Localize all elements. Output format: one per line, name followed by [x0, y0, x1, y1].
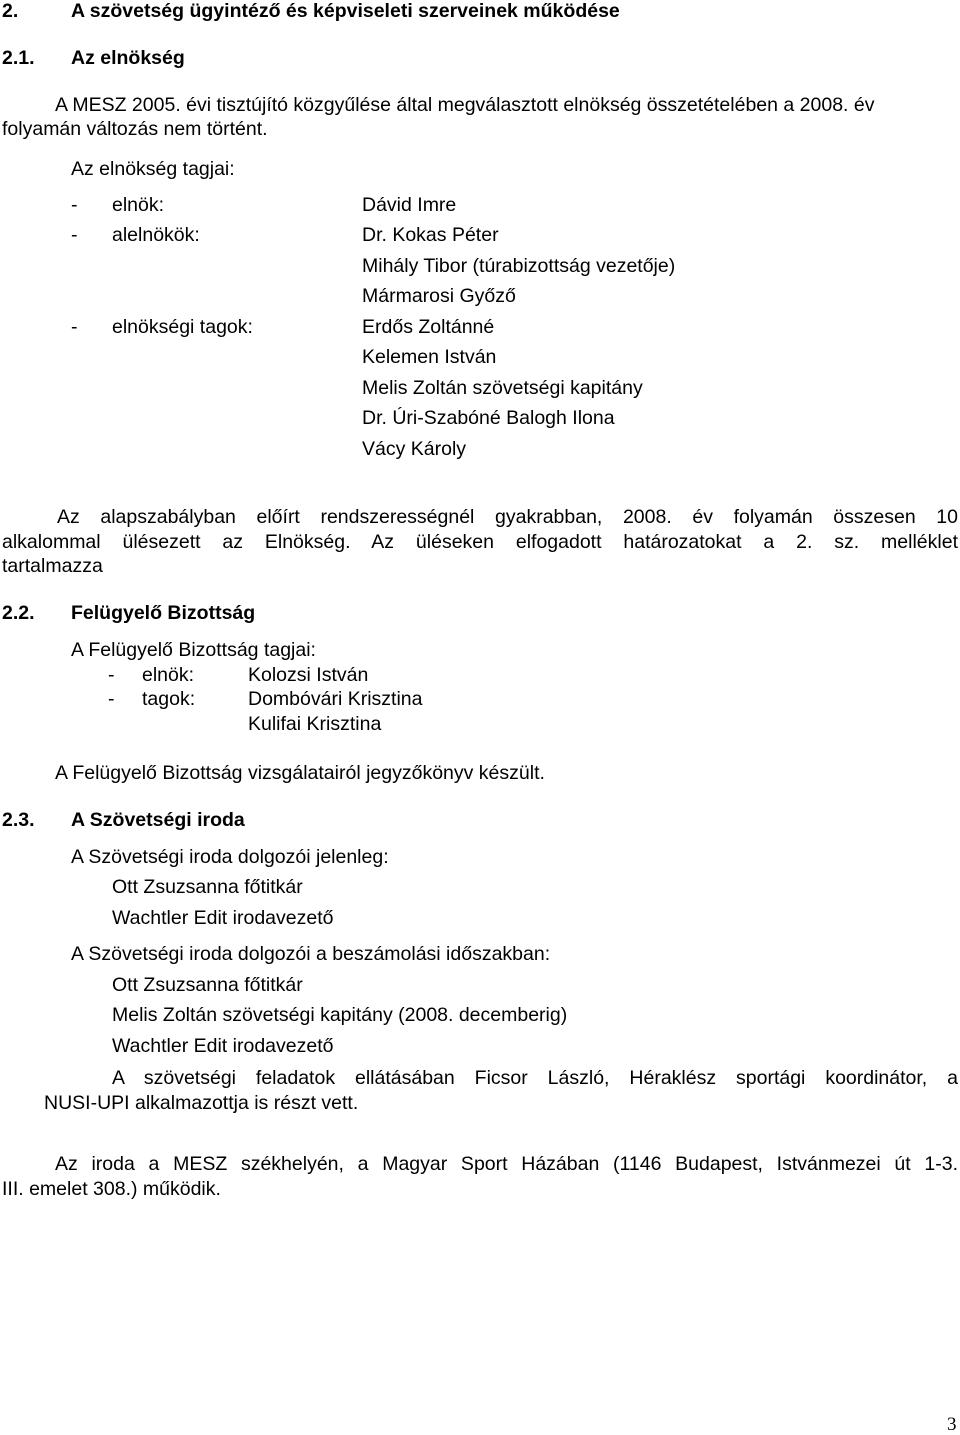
member-name: Dávid Imre [362, 194, 457, 216]
subsection-title: A Szövetségi iroda [71, 809, 245, 831]
note-line: A Felügyelő Bizottság vizsgálatairól jegyzőkönyv készült. [55, 762, 545, 784]
section-title: A szövetség ügyintéző és képviseleti szerveinek működése [71, 0, 620, 22]
subsection-title: Felügyelő Bizottság [71, 602, 256, 624]
member-name: Erdős Zoltánné [362, 316, 495, 338]
paragraph-line: A szövetségi feladatok ellátásában Ficsor László, Héraklész sportági koordinátor, a [112, 1067, 958, 1089]
role-dash: - [71, 194, 78, 216]
paragraph-line: Az iroda a MESZ székhelyén, a Magyar Sport Házában (1146 Budapest, Istvánmezei út 1-3. [55, 1153, 958, 1175]
section-number: 2. [2, 0, 19, 22]
member-name: Kelemen István [362, 346, 497, 368]
role-dash: - [108, 688, 115, 710]
page-number: 3 [947, 1414, 957, 1435]
subsection-number: 2.3. [2, 809, 35, 831]
member-name: Mihály Tibor (túrabizottság vezetője) [362, 255, 676, 277]
member-name: Melis Zoltán szövetségi kapitány [362, 377, 643, 399]
staff-item: Wachtler Edit irodavezető [112, 1035, 334, 1057]
member-name: Dr. Kokas Péter [362, 224, 499, 246]
subsection-number: 2.2. [2, 602, 35, 624]
role-label: elnökségi tagok: [112, 316, 253, 338]
role-dash: - [71, 224, 78, 246]
staff-item: Wachtler Edit irodavezető [112, 907, 334, 929]
paragraph-line: tartalmazza [2, 555, 103, 577]
paragraph-line: Az alapszabályban előírt rendszerességnél gyakrabban, 2008. év folyamán összesen 10 [57, 506, 958, 528]
member-name: Kolozsi István [248, 664, 369, 686]
member-name: Mármarosi Győző [362, 285, 516, 307]
paragraph-line: alkalommal ülésezett az Elnökség. Az üléseken elfogadott határozatokat a 2. sz. melléklet [2, 531, 958, 553]
role-dash: - [108, 664, 115, 686]
member-name: Kulifai Krisztina [248, 713, 382, 735]
staff-heading: A Szövetségi iroda dolgozói a beszámolási időszakban: [71, 943, 551, 965]
paragraph-line: NUSI-UPI alkalmazottja is részt vett. [44, 1092, 359, 1114]
member-name: Vácy Károly [362, 438, 467, 460]
role-label: elnök: [112, 194, 165, 216]
staff-item: Melis Zoltán szövetségi kapitány (2008. decemberig) [112, 1004, 568, 1026]
member-name: Dr. Úri-Szabóné Balogh Ilona [362, 407, 615, 429]
subsection-number: 2.1. [2, 47, 35, 69]
members-heading: A Felügyelő Bizottság tagjai: [71, 639, 316, 661]
intro-line: A MESZ 2005. évi tisztújító közgyűlése által megválasztott elnökség összetételében a 2008. év [55, 94, 875, 116]
intro-line: folyamán változás nem történt. [2, 118, 268, 140]
members-heading: Az elnökség tagjai: [71, 158, 235, 180]
subsection-title: Az elnökség [71, 47, 185, 69]
paragraph-line: III. emelet 308.) működik. [2, 1178, 221, 1200]
role-label: elnök: [142, 664, 195, 686]
member-name: Dombóvári Krisztina [248, 688, 423, 710]
role-label: alelnökök: [112, 224, 200, 246]
staff-item: Ott Zsuzsanna főtitkár [112, 876, 303, 898]
role-dash: - [71, 316, 78, 338]
staff-item: Ott Zsuzsanna főtitkár [112, 974, 303, 996]
role-label: tagok: [142, 688, 196, 710]
staff-heading: A Szövetségi iroda dolgozói jelenleg: [71, 846, 389, 868]
